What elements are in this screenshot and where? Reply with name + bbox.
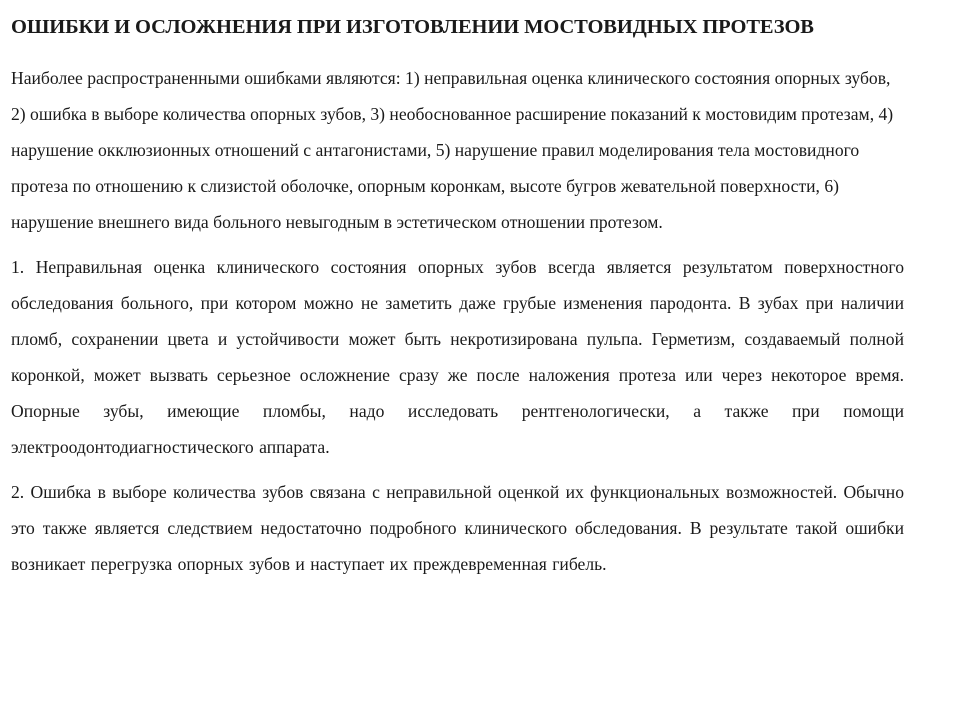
paragraph-2: 2. Ошибка в выборе количества зубов связана с неправильной оценкой их функциональных возможностей. Обычно это также является следствием недостаточно подробного клинического обследования. В результате такой ошибки возникает перегрузка опорных зубов и наступает их преждевременная гибель. bbox=[11, 482, 904, 574]
page-title: ОШИБКИ И ОСЛОЖНЕНИЯ ПРИ ИЗГОТОВЛЕНИИ МОСТОВИДНЫХ ПРОТЕЗОВ bbox=[11, 16, 814, 38]
paragraph-1: 1. Неправильная оценка клинического состояния опорных зубов всегда является результатом поверхностного обследования больного, при котором можно не заметить даже грубые изменения пародонта. В зубах при наличии пломб, сохранении цвета и устойчивости может быть некротизирована пульпа. Герметизм, создаваемый полной коронкой, может вызвать серьезное осложнение сразу же после наложения протеза или через некоторое время. Опорные зубы, имеющие пломбы, надо исследовать рентгенологически, а также при помощи электроодонтодиагностического аппарата. bbox=[11, 257, 904, 457]
intro-paragraph: Наиболее распространенными ошибками являются: 1) неправильная оценка клинического состояния опорных зубов, 2) ошибка в выборе количества опорных зубов, 3) необоснованное расширение показаний к мостовидим протезам, 4) нарушение окклюзионных отношений с антагонистами, 5) нарушение правил моделирования тела мостовидного протеза по отношению к слизистой оболочке, опорным коронкам, высоте бугров жевательной поверхности, 6) нарушение внешнего вида больного невыгодным в эстетическом отношении протезом. bbox=[11, 68, 894, 232]
document-page bbox=[11, 14, 904, 582]
